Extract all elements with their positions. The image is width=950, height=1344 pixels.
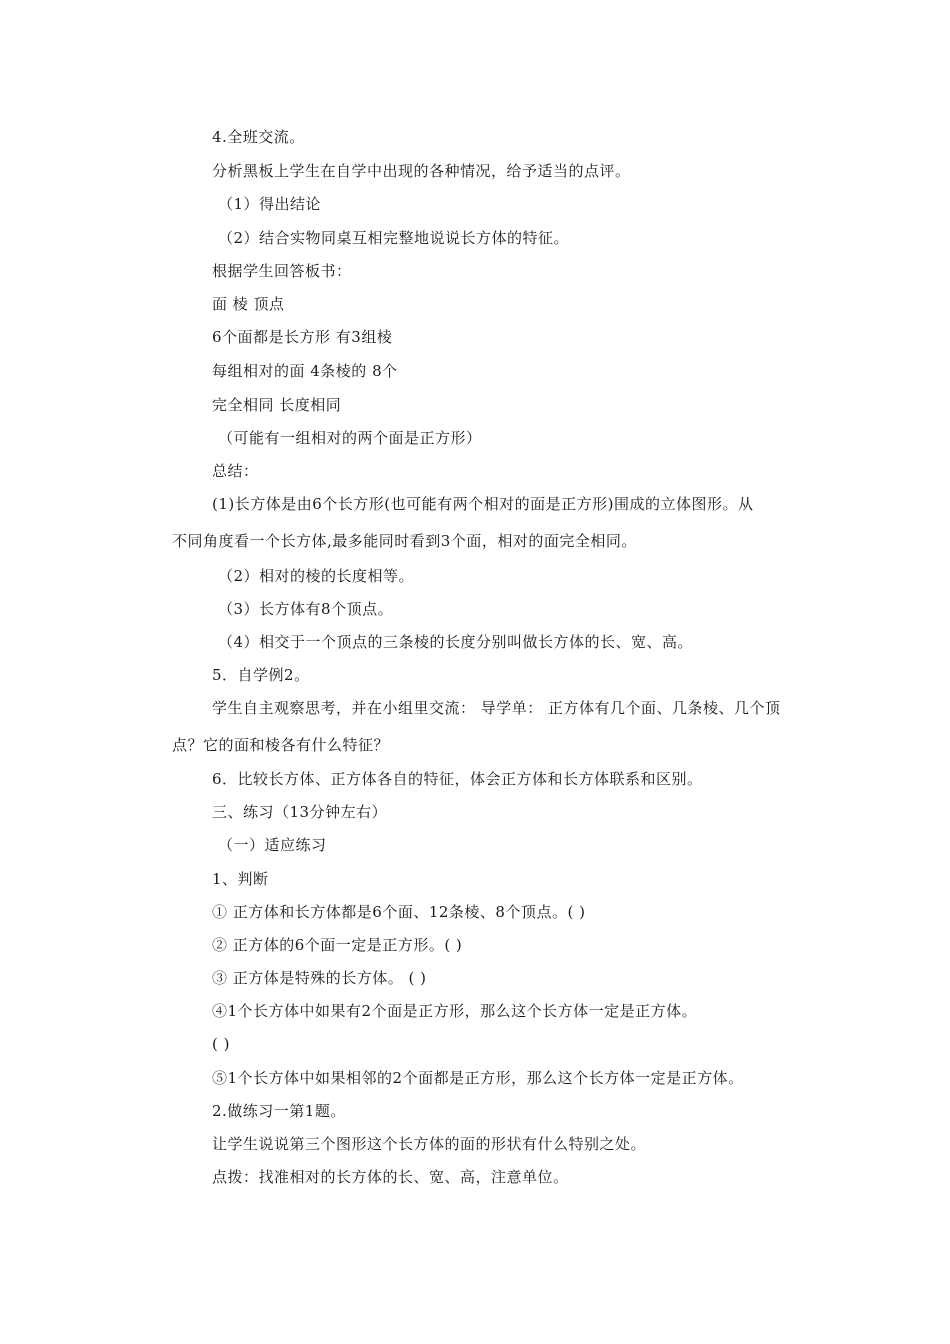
text-line-summary-4: （4）相交于一个顶点的三条棱的长度分别叫做长方体的长、宽、高。 [218,633,694,651]
text-line-class-exchange: 4.全班交流。 [212,128,305,146]
text-line-judge-2: ② 正方体的6个面一定是正方形。( ) [212,936,463,954]
text-line-exercise-1: 2.做练习一第1题。 [212,1102,346,1120]
text-line-adaptive-practice: （一）适应练习 [218,836,327,854]
text-line-summary-heading: 总结： [212,462,259,480]
text-line-summary-3: （3）长方体有8个顶点。 [218,600,394,618]
text-line-guide-a: 学生自主观察思考，并在小组里交流： 导学单： 正方体有几个面、几条棱、几个顶 [212,699,781,717]
text-line-practice-heading: 三、练习（13分钟左右） [212,803,388,821]
text-line-board-note: 根据学生回答板书： [212,262,352,280]
text-line-judge-5: ⑤1个长方体中如果相邻的2个面都是正方形，那么这个长方体一定是正方体。 [212,1069,744,1087]
text-line-board-note-square: （可能有一组相对的两个面是正方形） [218,429,482,447]
text-line-board-headings: 面 棱 顶点 [212,295,285,313]
text-line-guide-b: 点？它的面和棱各有什么特征？ [172,736,390,754]
text-line-summary-2: （2）相对的棱的长度相等。 [218,567,415,585]
text-line-judge-4: ④1个长方体中如果有2个面是正方形，那么这个长方体一定是正方体。 [212,1002,698,1020]
text-line-third-figure: 让学生说说第三个图形这个长方体的面的形状有什么特别之处。 [212,1135,647,1153]
text-line-judge-3: ③ 正方体是特殊的长方体。 ( ) [212,969,427,987]
text-line-hint: 点拨：找准相对的长方体的长、宽、高，注意单位。 [212,1168,569,1186]
text-line-compare: 6．比较长方体、正方体各自的特征，体会正方体和长方体联系和区别。 [212,770,703,788]
text-line-conclusion: （1）得出结论 [218,195,322,213]
text-line-analysis: 分析黑板上学生在自学中出现的各种情况，给予适当的点评。 [212,162,631,180]
text-line-summary-1a: (1)长方体是由6个长方形(也可能有两个相对的面是正方形)围成的立体图形。从 [212,495,754,513]
text-line-self-study: 5．自学例2。 [212,666,310,684]
text-line-board-row-3: 完全相同 长度相同 [212,396,342,414]
text-line-desk-partner: （2）结合实物同桌互相完整地说说长方体的特征。 [218,229,570,247]
text-line-board-row-2: 每组相对的面 4条棱的 8个 [212,362,398,380]
text-line-board-row-1: 6个面都是长方形 有3组棱 [212,328,393,346]
text-line-judge-4-bracket: ( ) [212,1035,230,1053]
text-line-judge-1: ① 正方体和长方体都是6个面、12条棱、8个顶点。( ) [212,903,586,921]
text-line-summary-1b: 不同角度看一个长方体,最多能同时看到3个面，相对的面完全相同。 [172,532,637,550]
text-line-judge-heading: 1、判断 [212,870,269,888]
